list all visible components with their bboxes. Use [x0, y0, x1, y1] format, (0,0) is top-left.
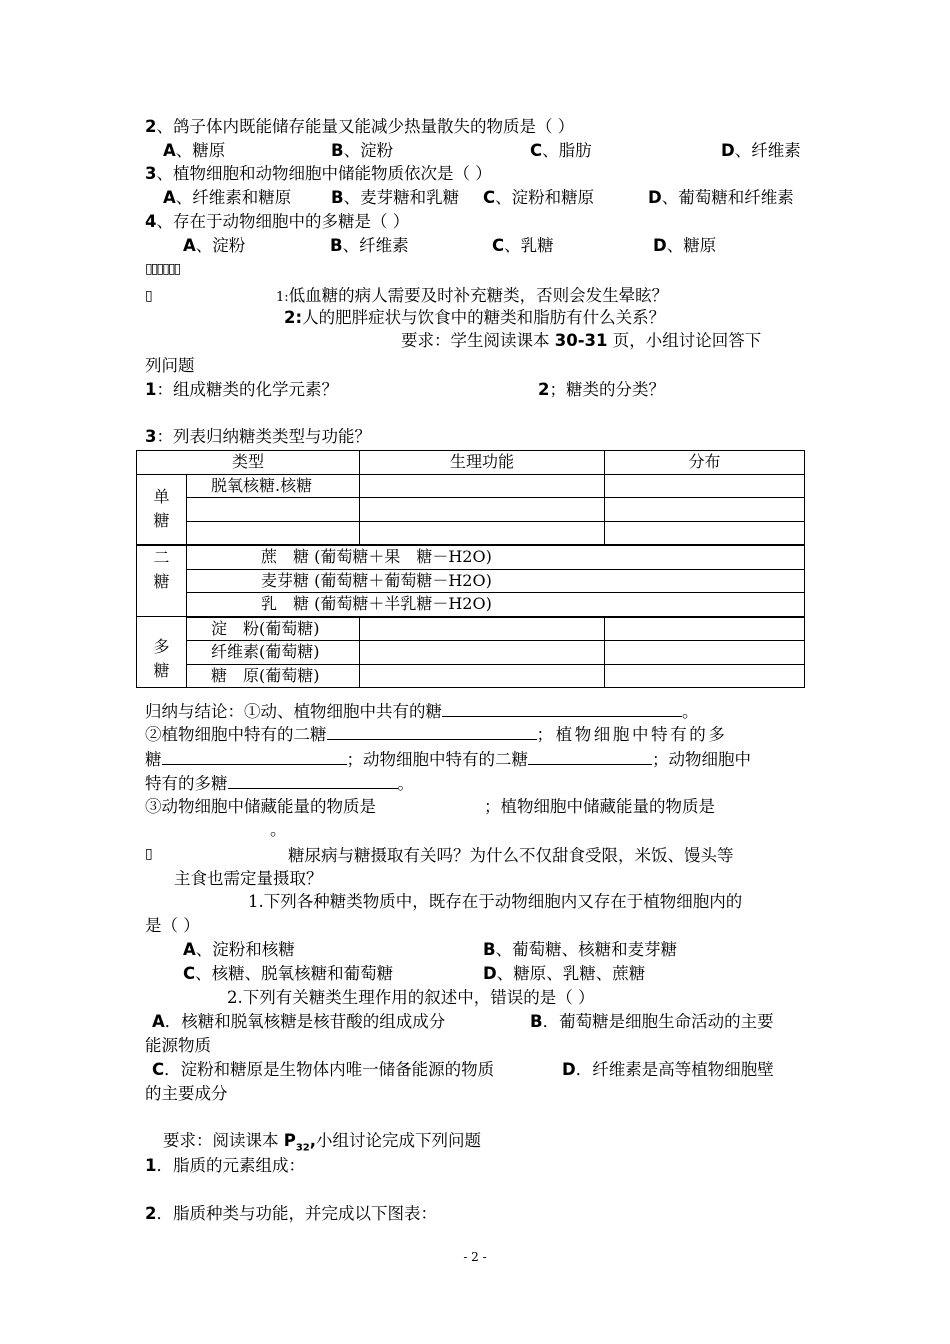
missing-glyph-boxes: ▯▯▯▯▯▯: [145, 261, 180, 277]
practice-2-option-c: C．淀粉和糖原是生物体内唯一储备能源的物质: [152, 1060, 495, 1079]
distribution-cell[interactable]: [605, 521, 805, 545]
distribution-cell[interactable]: [605, 474, 805, 498]
option-d: D、纤维素: [721, 141, 801, 160]
function-cell[interactable]: [360, 474, 605, 498]
lipid-item-2: 2．脂质种类与功能，并完成以下图表：: [145, 1204, 437, 1223]
distribution-cell[interactable]: [605, 617, 805, 641]
conclusion-line-3: 糖 ；动物细胞中特有的二糖 ；动物细胞中: [145, 750, 751, 769]
lipid-requirement: 要求：阅读课本 $P_{32}$,小组讨论完成下列问题: [163, 1131, 482, 1154]
practice-2-option-b: B．葡萄糖是细胞生命活动的主要: [530, 1012, 774, 1031]
header-function: 生理功能: [360, 451, 605, 475]
question-4: 4、存在于动物细胞中的多糖是（ ）: [145, 212, 410, 231]
practice-2-option-d-cont: 的主要成分: [145, 1084, 228, 1103]
header-type: 类型: [137, 451, 360, 475]
function-cell[interactable]: [360, 641, 605, 665]
type-cell: 脱氧核糖.核糖: [187, 474, 360, 498]
option-c: C、核糖、脱氧核糖和葡萄糖: [183, 964, 394, 983]
conclusion-line-2: ②植物细胞中特有的二糖 ；植物细胞中特有的多: [145, 725, 728, 744]
missing-glyph-mark: ▯: [145, 846, 151, 862]
function-cell[interactable]: [360, 617, 605, 641]
type-cell[interactable]: [187, 521, 360, 545]
option-a: A、纤维素和糖原: [163, 188, 292, 207]
option-c: C、淀粉和糖原: [483, 188, 595, 207]
option-c: C、脂肪: [530, 141, 592, 160]
practice-2-option-b-cont: 能源物质: [145, 1036, 211, 1055]
blank-plant-polysaccharide[interactable]: [162, 748, 347, 765]
practice-2: 2.下列有关糖类生理作用的叙述中，错误的是（ ）: [227, 988, 595, 1007]
group-monosaccharide: 单 糖: [137, 474, 187, 545]
intro-question-2: 2:人的肥胖症状与饮食中的糖类和脂肪有什么关系？: [284, 308, 666, 327]
function-cell[interactable]: [360, 664, 605, 688]
lipid-item-1: 1．脂质的元素组成：: [145, 1156, 305, 1175]
table-row: [137, 521, 805, 545]
option-b: B、纤维素: [330, 236, 409, 255]
distribution-cell[interactable]: [605, 641, 805, 665]
missing-glyph-mark: ▯: [145, 288, 151, 304]
distribution-cell[interactable]: [605, 498, 805, 522]
table-row: [137, 569, 805, 593]
group-polysaccharide: 多 糖: [137, 617, 187, 688]
type-cell[interactable]: [187, 498, 360, 522]
function-cell[interactable]: [360, 521, 605, 545]
option-a: A、淀粉: [183, 236, 246, 255]
option-d: D、糖原、乳糖、蔗糖: [483, 964, 646, 983]
table-row: [137, 641, 805, 665]
conclusion-line-5: ③动物细胞中储藏能量的物质是 ；植物细胞中储藏能量的物质是: [145, 797, 715, 816]
question-2-options: [163, 140, 225, 162]
blank-animal-disaccharide[interactable]: [528, 748, 652, 765]
practice-1: 1.下列各种糖类物质中，既存在于动物细胞内又存在于植物细胞内的: [248, 892, 743, 911]
practice-1-cont: 是（ ）: [145, 916, 200, 935]
conclusion-line-1: 归纳与结论：①动、植物细胞中共有的糖 。: [145, 702, 699, 721]
option-a: A、淀粉和核糖: [183, 940, 295, 959]
blank-animal-polysaccharide[interactable]: [228, 772, 398, 789]
option-b: B、葡萄糖、核糖和麦芽糖: [483, 940, 678, 959]
practice-2-option-d: D．纤维素是高等植物细胞壁: [562, 1060, 774, 1079]
distribution-cell[interactable]: [605, 664, 805, 688]
type-cell: 淀 粉(葡萄糖): [187, 617, 360, 641]
group-disaccharide: 二 糖: [137, 545, 187, 617]
page-number: - 2 -: [463, 1250, 487, 1264]
table-header-row: [137, 451, 805, 475]
question-2: 2、鸽子体内既能储存能量又能减少热量散失的物质是（ ）: [145, 117, 575, 136]
requirement-1: 要求：学生阅读课本 30-31 页，小组讨论回答下: [401, 331, 762, 350]
table-row: [137, 593, 805, 617]
option-c: C、乳糖: [492, 236, 554, 255]
type-cell: 糖 原(葡萄糖): [187, 664, 360, 688]
item-1: 1：组成糖类的化学元素？: [145, 380, 338, 399]
option-d: D、糖原: [653, 236, 717, 255]
intro-question-1: 1:低血糖的病人需要及时补充糖类，否则会发生晕眩？: [276, 286, 669, 305]
table-row: [137, 664, 805, 688]
option-b: B、麦芽糖和乳糖: [331, 188, 460, 207]
option-a: A、糖原: [163, 141, 226, 160]
table-row: [137, 498, 805, 522]
practice-2-option-a: A．核糖和脱氧核糖是核苷酸的组成成分: [152, 1012, 446, 1031]
table-row: [137, 545, 805, 569]
function-cell[interactable]: [360, 498, 605, 522]
item-3: 3：列表归纳糖类类型与功能？: [145, 427, 371, 446]
option-d: D、葡萄糖和纤维素: [648, 188, 794, 207]
requirement-1-cont: 列问题: [145, 356, 195, 375]
option-b: B、淀粉: [331, 141, 394, 160]
sugar-table: [136, 450, 805, 688]
header-distribution: 分布: [605, 451, 805, 475]
table-row: [137, 617, 805, 641]
item-2: 2；糖类的分类？: [538, 380, 665, 399]
type-cell-wide: 乳 糖 (葡萄糖＋半乳糖－H2O): [187, 593, 805, 617]
question-3: 3、植物细胞和动物细胞中储能物质依次是（ ）: [145, 164, 492, 183]
conclusion-line-6: 。: [270, 820, 287, 839]
type-cell: 纤维素(葡萄糖): [187, 641, 360, 665]
discussion-line-1: 糖尿病与糖摄取有关吗？为什么不仅甜食受限，米饭、馒头等: [288, 846, 734, 865]
conclusion-line-4: 特有的多糖 。: [145, 774, 414, 793]
discussion-line-2: 主食也需定量摄取？: [174, 869, 323, 888]
blank-common-sugar[interactable]: [442, 700, 682, 717]
blank-plant-disaccharide[interactable]: [327, 723, 537, 740]
table-row: [137, 474, 805, 498]
type-cell-wide: 麦芽糖 (葡萄糖＋葡萄糖－H2O): [187, 569, 805, 593]
type-cell-wide: 蔗 糖 (葡萄糖＋果 糖－H2O): [187, 545, 805, 569]
